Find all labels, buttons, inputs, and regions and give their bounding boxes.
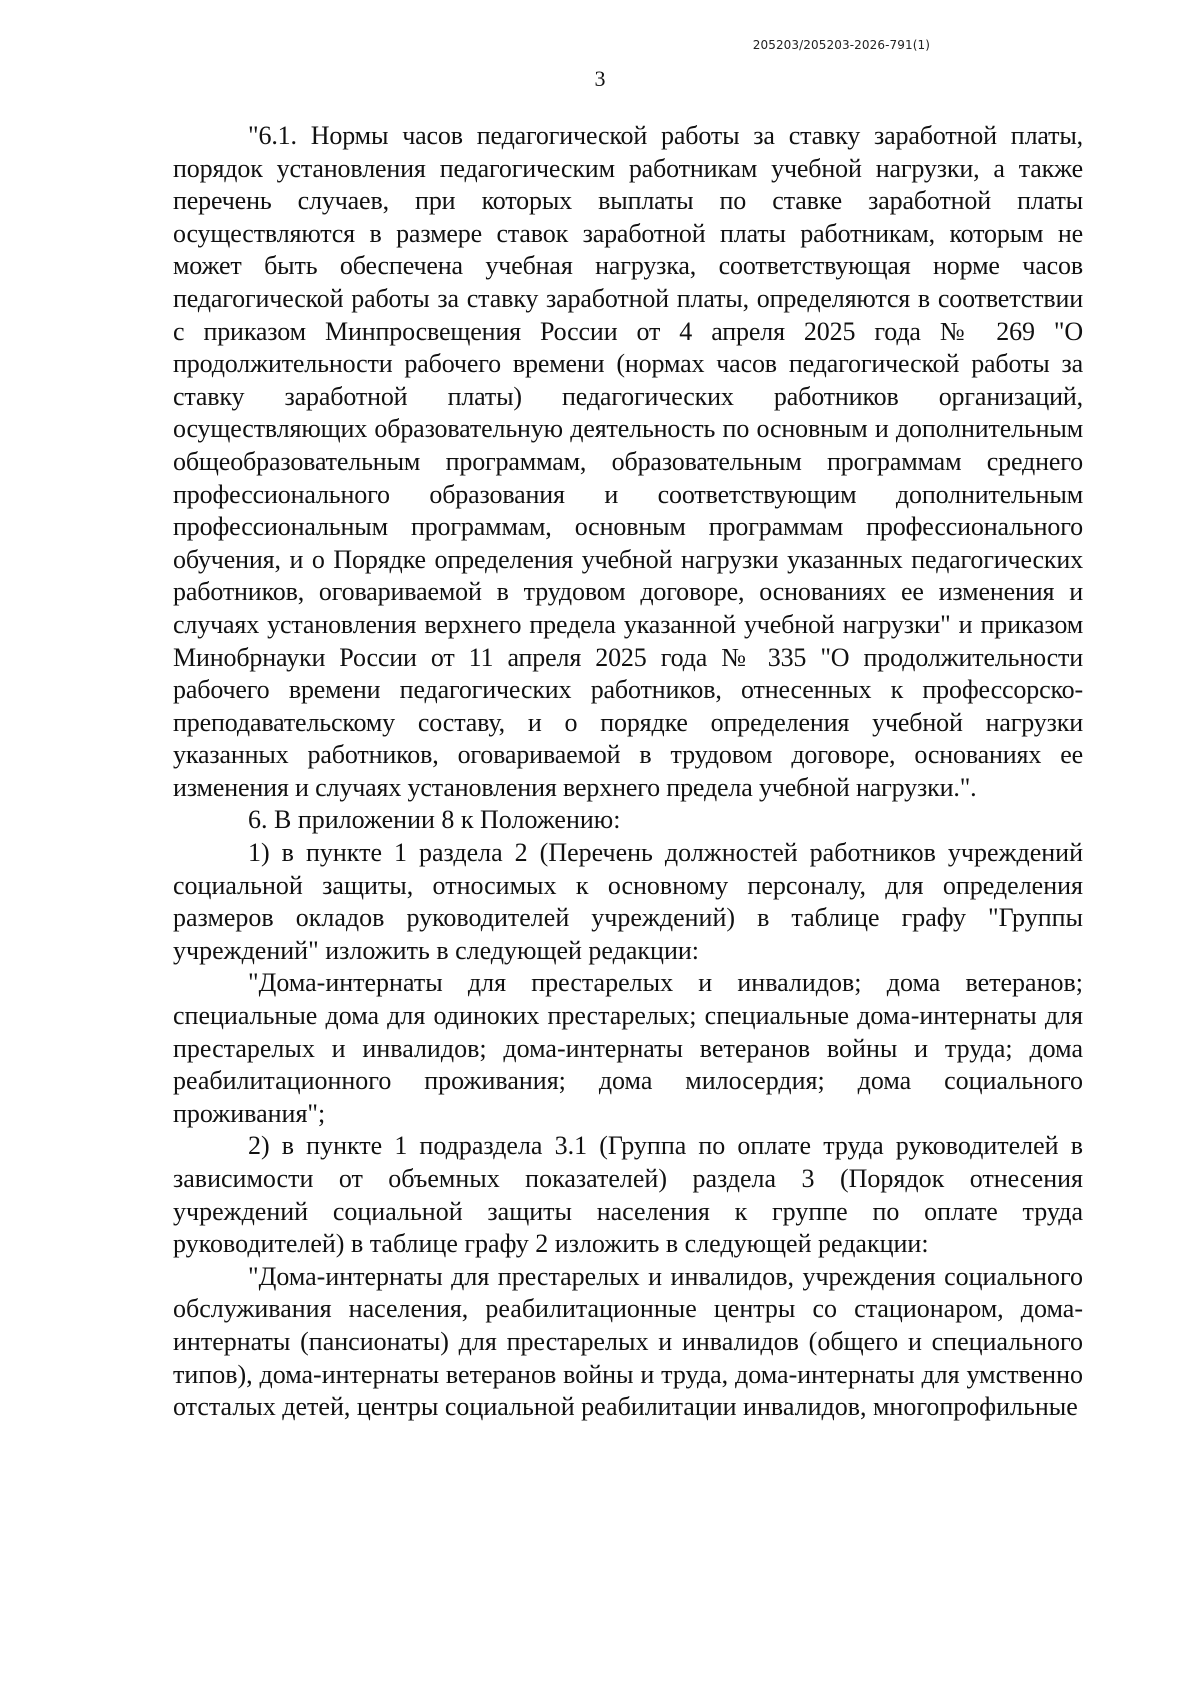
paragraph-item-6: 6. В приложении 8 к Положению: <box>248 805 621 835</box>
document-body <box>173 120 1083 1424</box>
document-id: 205203/205203-2026-791(1) <box>752 38 930 52</box>
paragraph-subitem-1: 1) в пункте 1 раздела 2 (Перечень должностей работников учреждений социальной защиты, относимых к основному персоналу, для определения размеров окладов руководителей учреждений) в таблице графу "Группы учреждений" изложить в следующей редакции: <box>173 838 1083 965</box>
page-number: 3 <box>594 66 606 91</box>
paragraph-subitem-2: 2) в пункте 1 подраздела 3.1 (Группа по оплате труда руководителей в зависимости от объемных показателей) раздела 3 (Порядок отнесения учреждений социальной защиты населения к группе по оплате труда руководителей) в таблице графу 2 изложить в следующей редакции: <box>173 1131 1083 1259</box>
paragraph-6-1: "6.1. Нормы часов педагогической работы за ставку заработной платы, порядок установления педагогическим работникам учебной нагрузки, а также перечень случаев, при которых выплаты по ставке заработной платы осуществляются в размере ставок заработной платы работникам, которым не может быть обеспечена учебная нагрузка, соответствующая норме часов педагогической работы за ставку заработной платы, определяются в соответствии с приказом Минпросвещения России от 4 апреля 2025 года № 269 "О продолжительности рабочего времени (нормах часов педагогической работы за ставку заработной платы) педагогических работников организаций, осуществляющих образовательную деятельность по основным и дополнительным общеобразовательным программам, образовательным программам среднего профессионального образования и соответствующим дополнительным профессиональным программам, основным программам профессионального обучения, и о Порядке определения учебной нагрузки указанных педагогических работников, оговариваемой в трудовом договоре, основаниях ее изменения и случаях установления верхнего предела указанной учебной нагрузки" и приказом Минобрнауки России от 11 апреля 2025 года № 335 "О продолжительности рабочего времени педагогических работников, отнесенных к профессорско-преподавательскому составу, и о порядке определения учебной нагрузки указанных работников, оговариваемой в трудовом договоре, основаниях ее изменения и случаях установления верхнего предела учебной нагрузки.". <box>173 121 1083 802</box>
paragraph-quote-1: "Дома-интернаты для престарелых и инвалидов; дома ветеранов; специальные дома для одиноких престарелых; специальные дома-интернаты для престарелых и инвалидов; дома-интернаты ветеранов войны и труда; дома реабилитационного проживания; дома милосердия; дома социального проживания"; <box>173 968 1083 1128</box>
paragraph-quote-2: "Дома-интернаты для престарелых и инвалидов, учреждения социального обслуживания населения, реабилитационные центры со стационаром, дома-интернаты (пансионаты) для престарелых и инвалидов (общего и специального типов), дома-интернаты ветеранов войны и труда, дома-интернаты для умственно отсталых детей, центры социальной реабилитации инвалидов, многопрофильные <box>173 1261 1083 1422</box>
